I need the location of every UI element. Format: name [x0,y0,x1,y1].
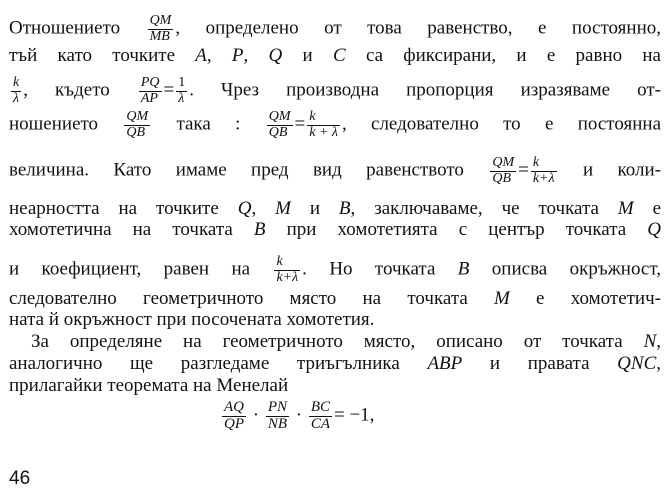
fraction: $\frac{QM}{QB}$ [492,155,515,186]
fraction: $\frac{QM}{QB}$ [126,109,149,140]
text-line: $\frac{k}{\lambda}$ , където $\frac{PQ}{AP}$ = $\frac{1}{\lambda}$ . Чрез производна пропорция изразяваме от- [13,75,661,106]
text-line: аналогично ще разгледаме триъгълника ABP и правата QNC, [9,353,661,374]
text-line: следователно геометричното място на точката M е хомотетич- [9,288,661,309]
menelaus-equation: $\frac{AQ}{QP}$ · $\frac{PN}{NB}$ · $\frac{BC}{CA}$ = −1, [224,399,375,432]
fraction: $\frac{k}{k+\lambda}$ [276,254,299,285]
text-line: прилагайки теоремата на Менелай [9,375,289,396]
text-line: тъй като точките A, P, Q и C са фиксирани, и е равно на [9,45,661,66]
fraction: $\frac{k}{k + \lambda}$ [309,109,338,140]
text-line: величина. Като имаме пред вид равенството $\frac{QM}{QB}$ = $\frac{k}{k+\lambda}$ и коли- [9,155,661,186]
text-span: Отношението [9,17,121,39]
text-line: За определяне на геометричното място, описано от точката N, [31,331,661,352]
fraction: $\frac{AQ}{QP}$ [224,399,244,432]
text-line: ношението $\frac{QM}{QB}$ така : $\frac{QM}{QB}$ = $\frac{k}{k + \lambda}$ , следователно то е постоянна [9,109,662,140]
fraction: $\frac{BC}{CA}$ [310,399,330,432]
text-line: хомотетична на точката B при хомотетията с център точката Q [9,219,661,240]
page-number: 46 [9,468,31,489]
fraction: $\frac{k}{k+\lambda}$ [532,155,555,186]
text-line [9,14,661,44]
text-line: и коефициент, равен на $\frac{k}{k+\lambda}$ . Но точката B описва окръжност, [9,254,661,285]
fraction: $\frac{k}{\lambda}$ [13,75,20,106]
fraction: $\frac{PN}{NB}$ [267,399,287,432]
fraction: $\frac{PQ}{AP}$ [140,75,160,106]
text-span: , определено от това равенство, е постоянно, [175,17,661,39]
fraction: $\frac{QM}{QB}$ [268,109,291,140]
fraction: $\frac{QM}{MB}$ [149,13,172,44]
fraction: $\frac{1}{\lambda}$ [178,75,186,106]
text-line: неарността на точките Q, M и B, заключаваме, че точката M е [9,198,662,219]
text-line: ната й окръжност при посочената хомотетия. [9,309,375,330]
